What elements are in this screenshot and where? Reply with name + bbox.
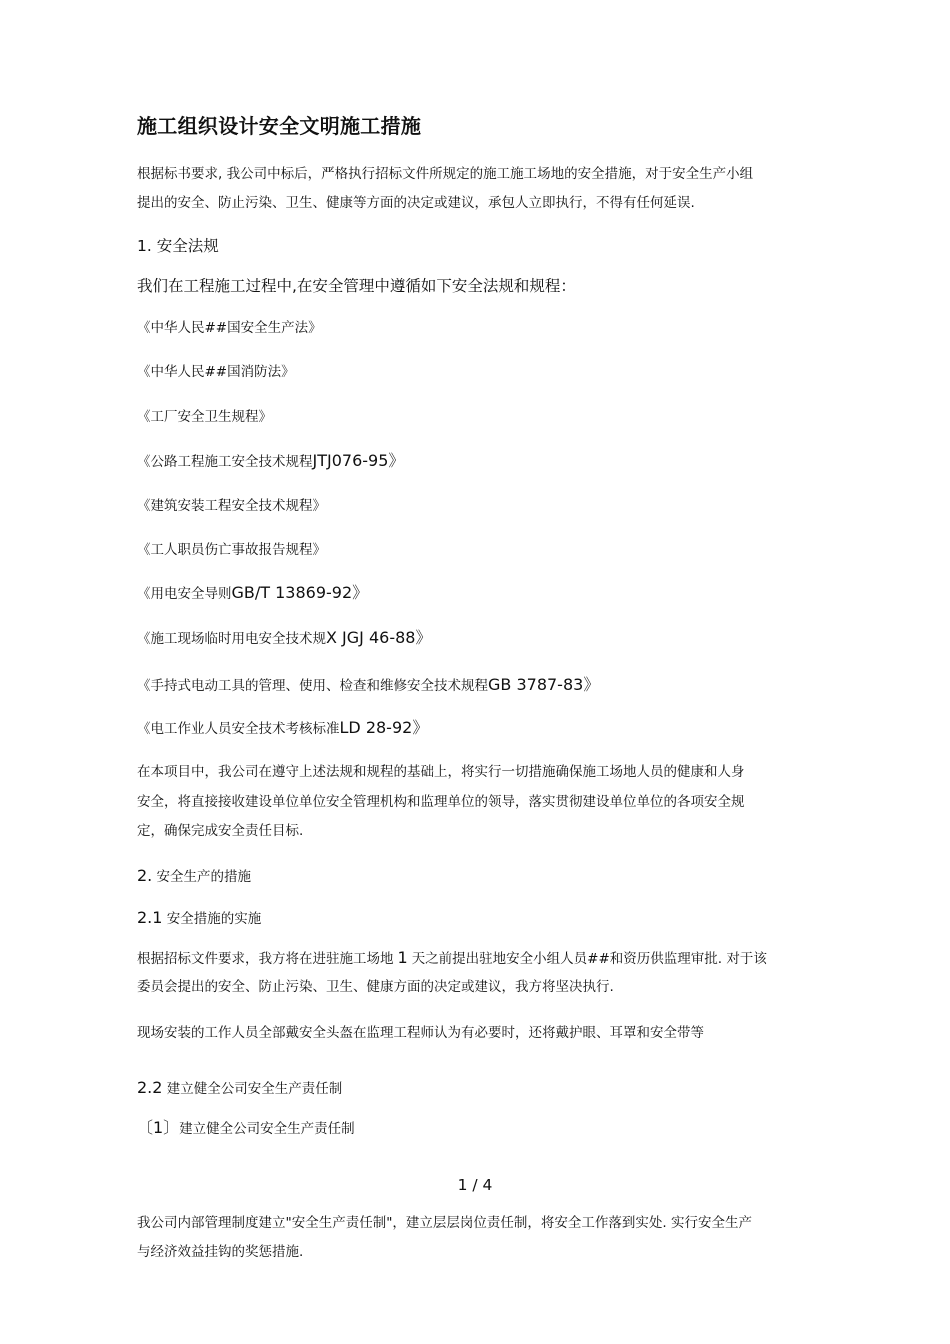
paragraph-3-line-2: 委员会提出的安全、防止污染、卫生、健康方面的决定或建议，我方将坚决执行. bbox=[137, 979, 614, 995]
section-2-heading bbox=[137, 868, 251, 885]
law-title: 《手持式电动工具的管理、使用、检查和维修安全技术规程 bbox=[137, 678, 488, 694]
law-code: JTJ076-95》 bbox=[312, 451, 405, 470]
law-item bbox=[137, 453, 404, 470]
law-title: 《工人职员伤亡事故报告规程》 bbox=[137, 542, 326, 558]
section-1-lead: 我们在工程施工过程中,在安全管理中遵循如下安全法规和规程： bbox=[137, 277, 576, 295]
paragraph-3-text: 天之前提出驻地安全小组人员##和资历供监理审批. 对于该 bbox=[411, 951, 767, 967]
section-2-1-title: 安全措施的实施 bbox=[162, 911, 262, 927]
intro-paragraph-line-1: 根据标书要求, 我公司中标后，严格执行招标文件所规定的施工施工场地的安全措施，对于安全生产小组 bbox=[137, 166, 754, 182]
law-title: 《公路工程施工安全技术规程 bbox=[137, 454, 313, 470]
list-item bbox=[137, 1120, 355, 1137]
section-2-title: 安全生产的措施 bbox=[152, 869, 252, 885]
section-2-2-number: 2.2 bbox=[137, 1078, 163, 1097]
section-2-number: 2. bbox=[137, 866, 153, 885]
law-item bbox=[137, 630, 431, 647]
page-number: 1 / 4 bbox=[457, 1176, 493, 1194]
paragraph-3-number: 1 bbox=[397, 948, 408, 967]
law-code: GB 3787-83》 bbox=[488, 675, 600, 694]
paragraph-5-line-2: 与经济效益挂钩的奖惩措施. bbox=[137, 1244, 304, 1260]
paragraph-2-line-1: 在本项目中，我公司在遵守上述法规和规程的基础上，将实行一切措施确保施工场地人员的健康和人身 bbox=[137, 764, 745, 780]
law-code: LD 28-92》 bbox=[339, 718, 429, 737]
paragraph-4: 现场安装的工作人员全部戴安全头盔在监理工程师认为有必要时，还将戴护眼、耳罩和安全带等 bbox=[137, 1025, 704, 1041]
law-item bbox=[137, 585, 368, 602]
law-item bbox=[137, 322, 322, 336]
law-title: 《电工作业人员安全技术考核标准 bbox=[137, 721, 340, 737]
section-2-1-number: 2.1 bbox=[137, 908, 163, 927]
paragraph-2-line-2: 安全，将直接接收建设单位单位安全管理机构和监理单位的领导，落实贯彻建设单位单位的各项安全规 bbox=[137, 794, 745, 810]
law-item bbox=[137, 677, 599, 694]
paragraph-2-line-3: 定，确保完成安全责任目标. bbox=[137, 823, 304, 839]
paragraph-3-line-1 bbox=[137, 950, 767, 967]
page-title: 施工组织设计安全文明施工措施 bbox=[137, 114, 422, 138]
law-item bbox=[137, 500, 326, 514]
law-code: GB/T 13869-92》 bbox=[231, 583, 369, 602]
list-item-text: 建立健全公司安全生产责任制 bbox=[179, 1121, 355, 1137]
law-item bbox=[137, 720, 428, 737]
section-2-1-heading bbox=[137, 910, 261, 927]
section-2-2-title: 建立健全公司安全生产责任制 bbox=[162, 1081, 343, 1097]
law-item bbox=[137, 366, 295, 380]
law-item bbox=[137, 411, 272, 425]
law-title: 《建筑安装工程安全技术规程》 bbox=[137, 498, 326, 514]
law-title: 《施工现场临时用电安全技术规 bbox=[137, 631, 326, 647]
law-code: X JGJ 46-88》 bbox=[326, 628, 432, 647]
law-title: 《工厂安全卫生规程》 bbox=[137, 409, 272, 425]
intro-paragraph-line-2: 提出的安全、防止污染、卫生、健康等方面的决定或建议，承包人立即执行，不得有任何延误. bbox=[137, 195, 695, 211]
list-item-number: 〔1〕 bbox=[137, 1118, 180, 1137]
law-title: 《中华人民##国消防法》 bbox=[137, 364, 295, 380]
paragraph-3-text: 根据招标文件要求，我方将在进驻施工场地 bbox=[137, 951, 394, 967]
section-1-heading: 1. 安全法规 bbox=[137, 237, 219, 255]
law-item bbox=[137, 544, 326, 558]
paragraph-5-line-1: 我公司内部管理制度建立"安全生产责任制"，建立层层岗位责任制，将安全工作落到实处. 实行安全生产 bbox=[137, 1215, 753, 1231]
section-2-2-heading bbox=[137, 1080, 342, 1097]
law-title: 《中华人民##国安全生产法》 bbox=[137, 320, 322, 336]
law-title: 《用电安全导则 bbox=[137, 586, 232, 602]
